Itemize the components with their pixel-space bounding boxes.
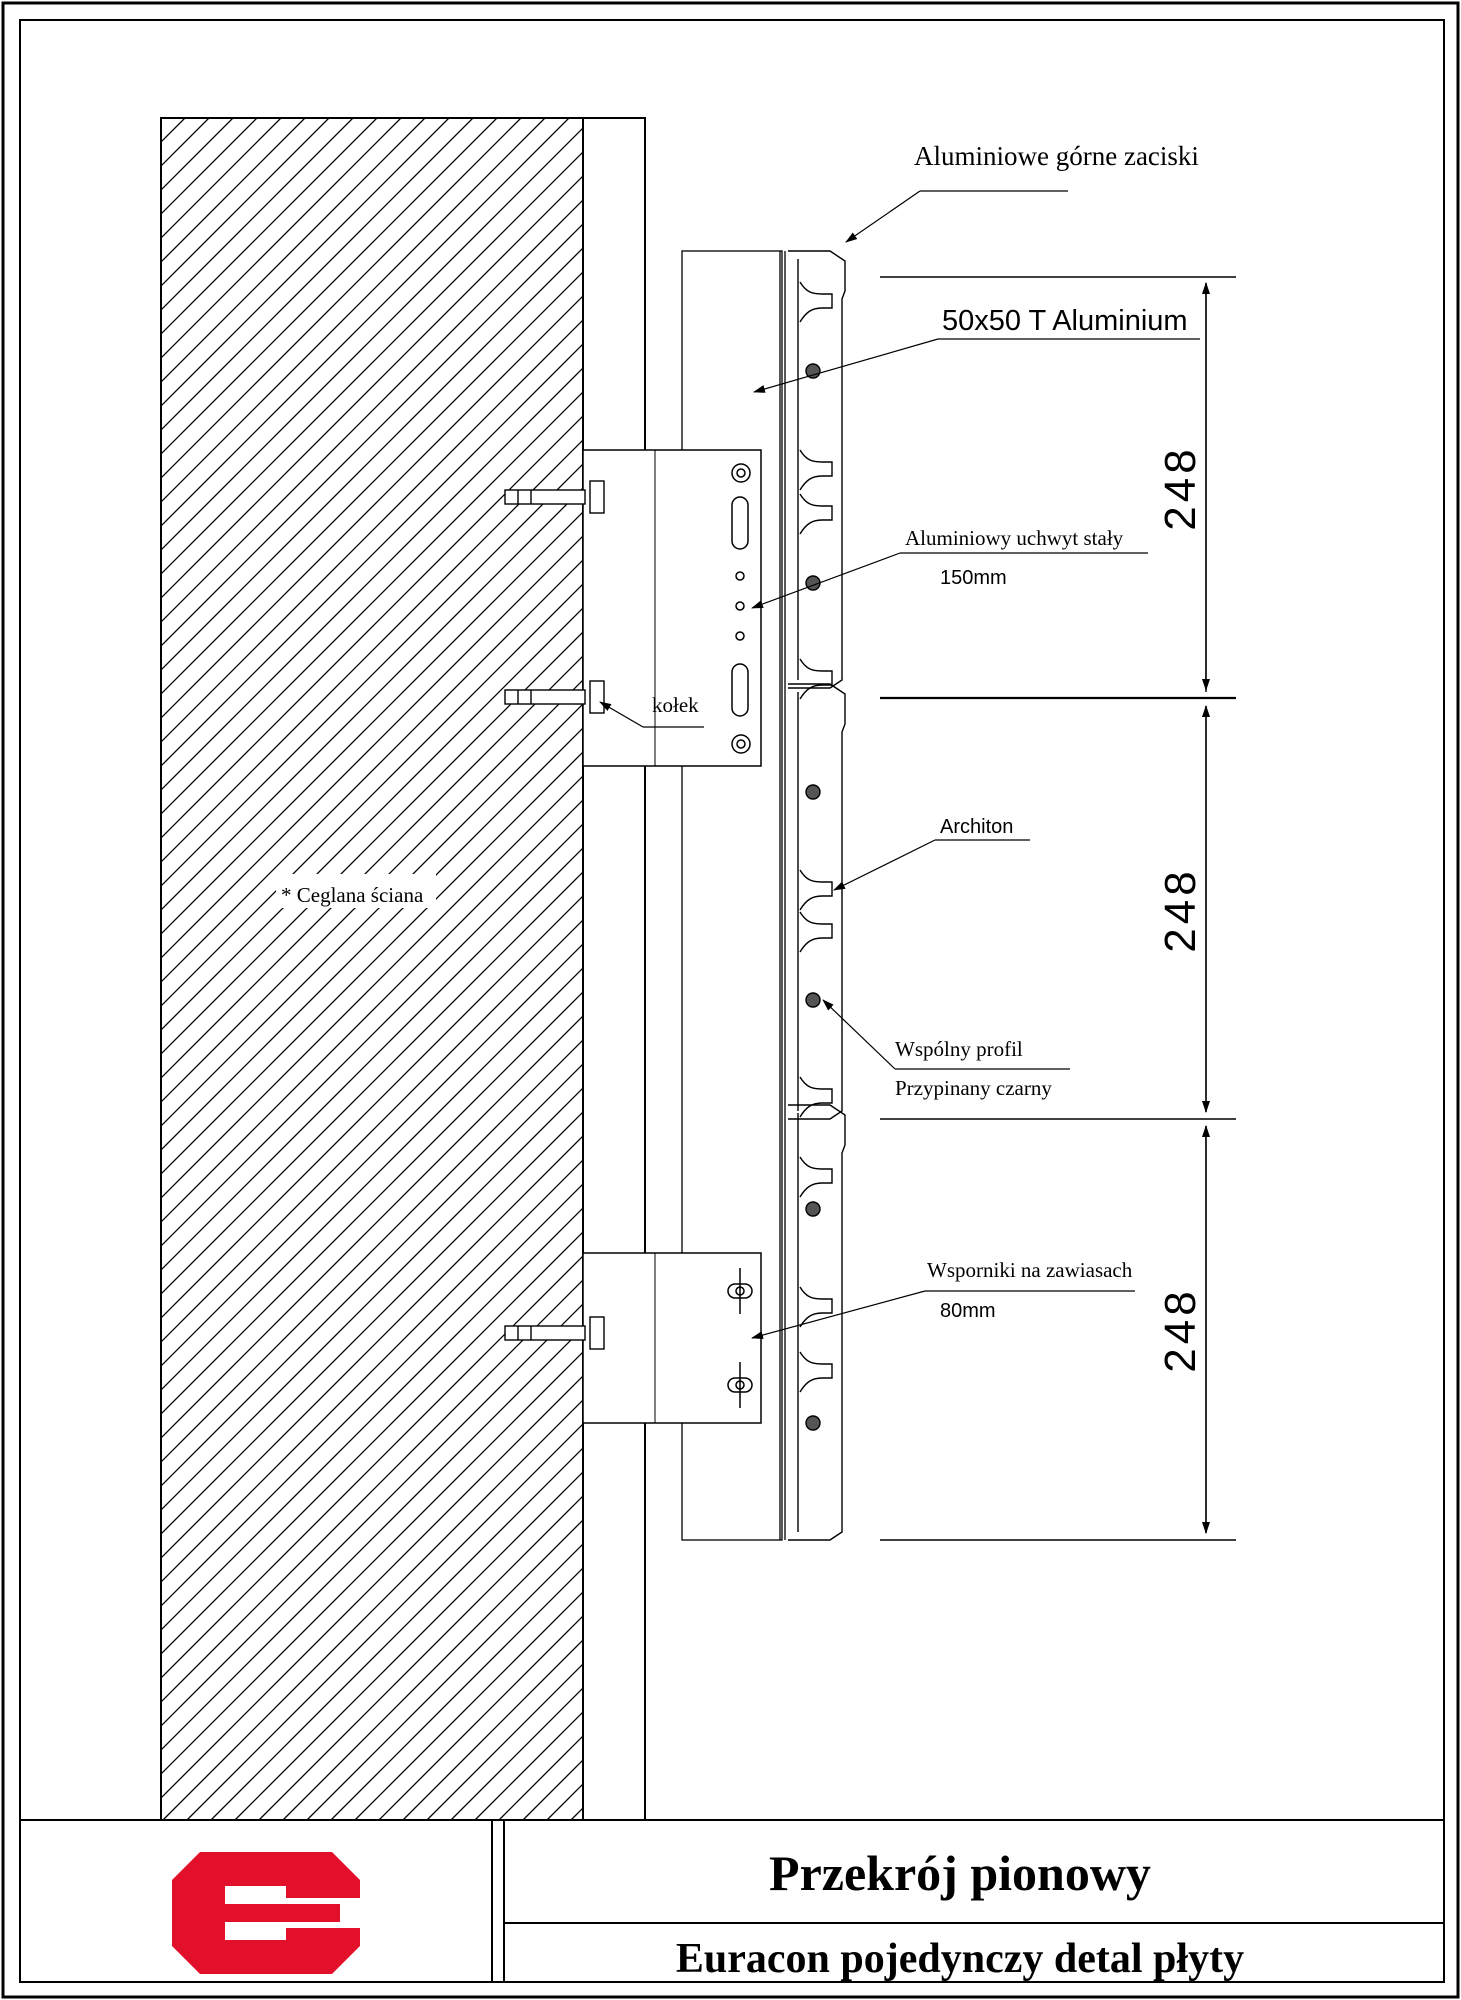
insulation-layer	[583, 118, 645, 1820]
dimension-3: 248	[1156, 1287, 1205, 1373]
clip-black-label: Przypinany czarny	[895, 1076, 1052, 1100]
dimension-2: 248	[1156, 867, 1205, 953]
architon-panels	[788, 251, 845, 1540]
drawing-subtitle: Euracon pojedynczy detal płyty	[675, 1936, 1245, 1982]
brick-wall	[0, 118, 1461, 1820]
brick-wall-label: * Ceglana ściana	[281, 883, 424, 907]
anchor-label: kołek	[652, 693, 699, 717]
fixed-bracket-label: Aluminiowy uchwyt stały	[905, 526, 1124, 550]
panel-label: Architon	[940, 816, 1014, 838]
fixed-bracket	[583, 450, 761, 766]
fixed-bracket-size: 150mm	[940, 567, 1007, 589]
dimension-1: 248	[1156, 445, 1205, 531]
company-logo	[172, 1852, 360, 1974]
top-clips-label: Aluminiowe górne zaciski	[914, 141, 1199, 171]
hinge-bracket	[583, 1253, 761, 1423]
drawing-title: Przekrój pionowy	[769, 1845, 1151, 1901]
hinge-brackets-size: 80mm	[940, 1300, 996, 1322]
common-profile-label: Wspólny profil	[895, 1037, 1023, 1061]
hinge-brackets-label: Wsporniki na zawiasach	[927, 1258, 1133, 1282]
dimension-values	[1156, 445, 1205, 1372]
t-profile-label: 50x50 T Aluminium	[942, 305, 1188, 337]
